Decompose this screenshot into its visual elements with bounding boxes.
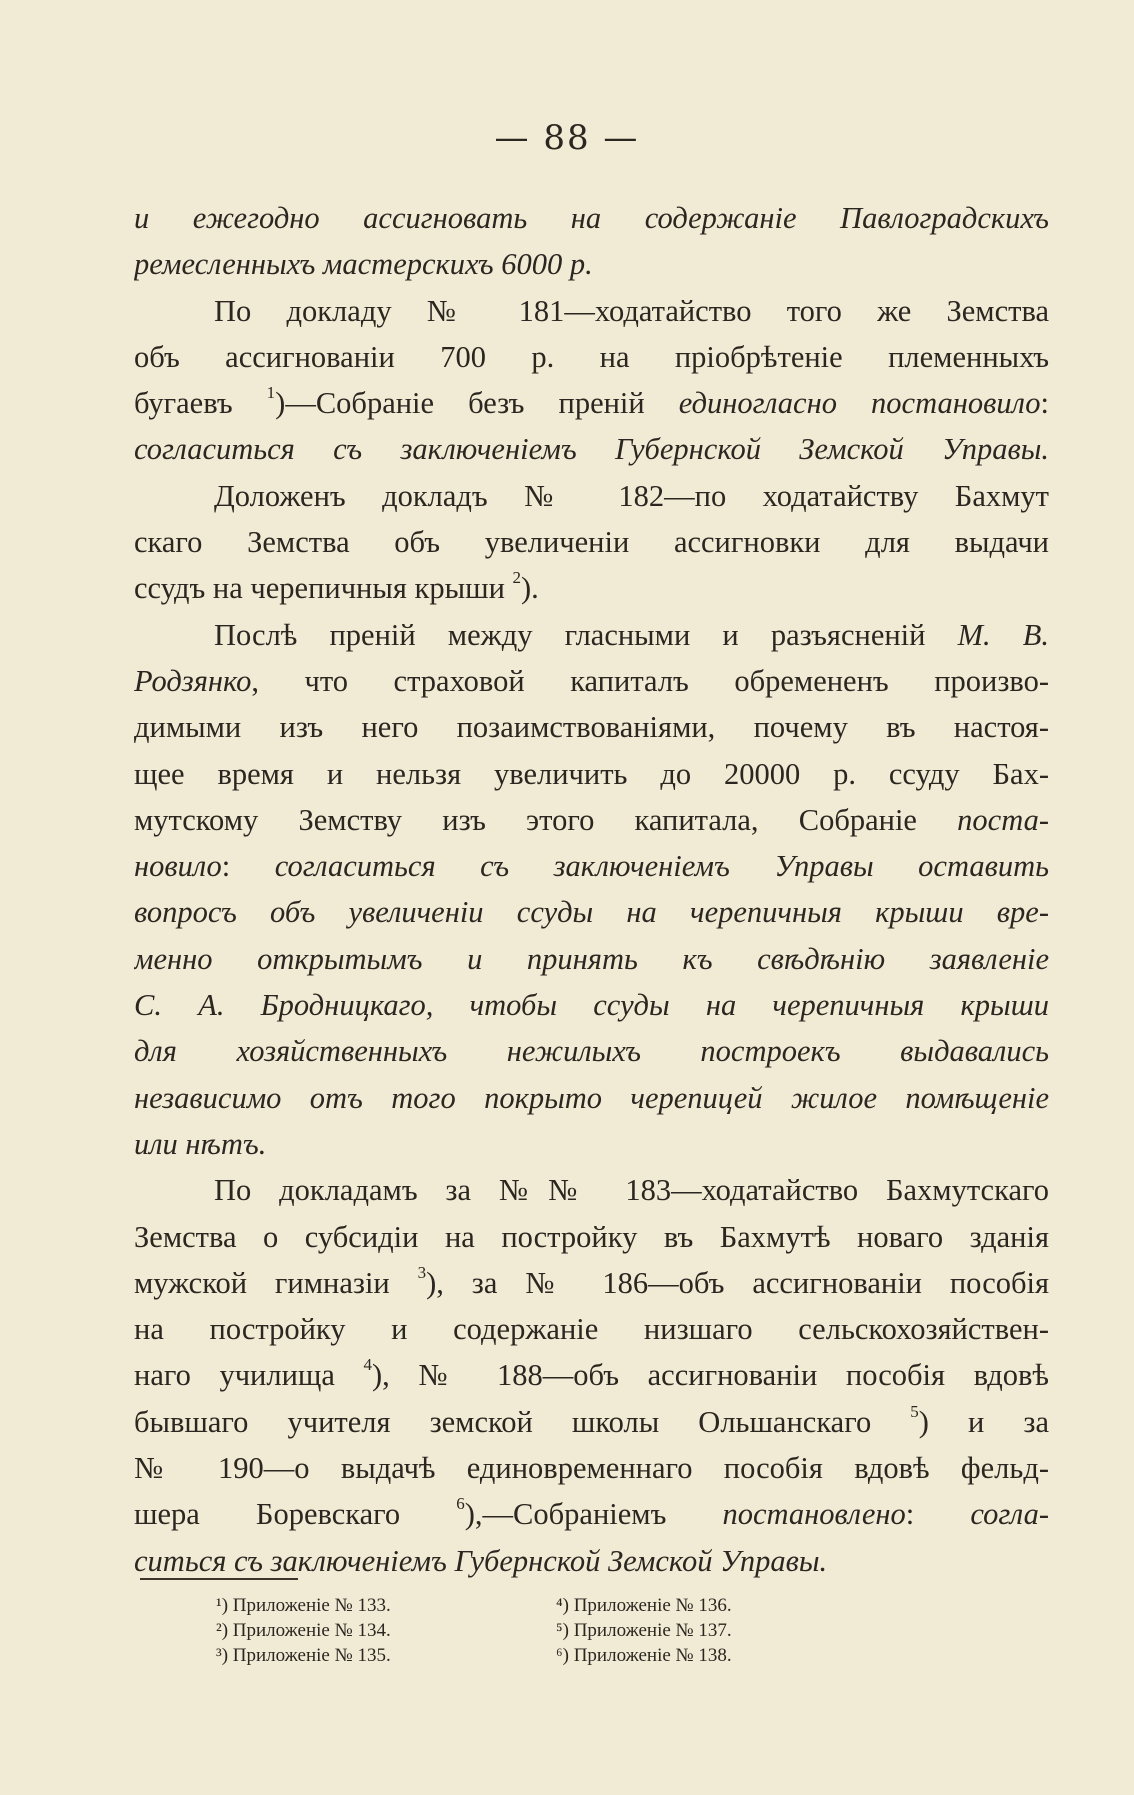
text-line: вопросъ объ увеличеніи ссуды на черепичныя крыши вре- xyxy=(134,895,1049,930)
footnote-ref: 3 xyxy=(417,1262,427,1282)
text-line: ситься съ заключеніемъ Губернской Земской Управы. xyxy=(134,1543,828,1578)
text-line: Доложенъ докладъ № 182—по ходатайству Бахмут xyxy=(214,478,1049,513)
footnote: ⁶) Приложеніе № 138. xyxy=(556,1645,732,1666)
text-line: ремесленныхъ мастерскихъ 6000 р. xyxy=(134,247,593,282)
footnote: ³) Приложеніе № 135. xyxy=(216,1645,391,1666)
footnote-ref: 2 xyxy=(512,568,522,588)
text-line: независимо отъ того покрыто черепицей жилое помѣщеніе xyxy=(134,1080,1049,1115)
text-line: димыми изъ него позаимствованіями, почему въ настоя- xyxy=(134,710,1049,745)
text-line: и ежегодно ассигновать на содержаніе Павлоградскихъ xyxy=(134,201,1049,235)
text-line: № 190—о выдачѣ единовременнаго пособія вдовѣ фельд- xyxy=(134,1451,1049,1486)
text-line: шера Боревскаго $^6$),—Собраніемъ постановлено: согла- xyxy=(134,1494,1049,1532)
footnote-ref: 5 xyxy=(910,1401,919,1421)
text-line: Послѣ преній между гласными и разъясненій М. В. xyxy=(214,617,1049,652)
footnotes-right xyxy=(556,1593,856,1668)
text-line: согласиться съ заключеніемъ Губернской Земской Управы. xyxy=(134,432,1049,467)
text-line: объ ассигнованіи 700 р. на пріобрѣтеніе племенныхъ xyxy=(134,339,1049,374)
footnote-divider xyxy=(140,1578,298,1580)
text-line: щее время и нельзя увеличить до 20000 р. ссуду Бах- xyxy=(134,756,1049,791)
footnote: ¹) Приложеніе № 133. xyxy=(216,1595,391,1616)
page-number: — 88 — xyxy=(494,118,640,158)
text-line: По докладамъ за №№ 183—ходатайство Бахмутскаго xyxy=(214,1173,1049,1208)
text-line: ссудъ на черепичныя крыши $^2$). xyxy=(134,568,539,606)
text-line: менно открытымъ и принять къ свѣдѣнію заявленіе xyxy=(134,941,1049,976)
text-line: для хозяйственныхъ нежилыхъ построекъ выдавались xyxy=(134,1034,1049,1069)
page-body xyxy=(134,195,1049,1584)
footnote-ref: 4 xyxy=(363,1355,373,1375)
footnote-ref: 1 xyxy=(266,383,276,403)
footnote: ²) Приложеніе № 134. xyxy=(216,1620,391,1641)
text-line: бывшаго учителя земской школы Ольшанскаго $^5$) и за xyxy=(134,1401,1049,1439)
text-line: По докладу № 181—ходатайство того же Земства xyxy=(214,293,1049,328)
text-line: Земства о субсидіи на постройку въ Бахмутѣ новаго зданія xyxy=(134,1219,1049,1254)
footnote: ⁵) Приложеніе № 137. xyxy=(556,1620,732,1641)
footnote-ref: 6 xyxy=(456,1494,465,1514)
text-line: С. А. Бродницкаго, чтобы ссуды на черепичныя крыши xyxy=(134,988,1049,1023)
text-line: или нѣтъ. xyxy=(134,1126,267,1161)
text-line: Родзянко, что страховой капиталъ обремененъ произво- xyxy=(134,663,1049,698)
text-line: мужской гимназіи $^3$), за № 186—объ ассигнованіи пособія xyxy=(134,1262,1049,1300)
text-line: бугаевъ $^1$)—Собраніе безъ преній единогласно постановило: xyxy=(134,383,1049,421)
text-line: скаго Земства объ увеличеніи ассигновки для выдачи xyxy=(134,525,1049,560)
text-line: на постройку и содержаніе низшаго сельскохозяйствен- xyxy=(134,1312,1049,1347)
text-line: новило: согласиться съ заключеніемъ Управы оставить xyxy=(134,849,1049,884)
footnote: ⁴) Приложеніе № 136. xyxy=(556,1595,732,1616)
text-line: наго училища $^4$), № 188—объ ассигнованіи пособія вдовѣ xyxy=(134,1355,1049,1393)
footnotes-left xyxy=(216,1593,516,1668)
text-line: мутскому Земству изъ этого капитала, Собраніе поста- xyxy=(134,802,1049,837)
